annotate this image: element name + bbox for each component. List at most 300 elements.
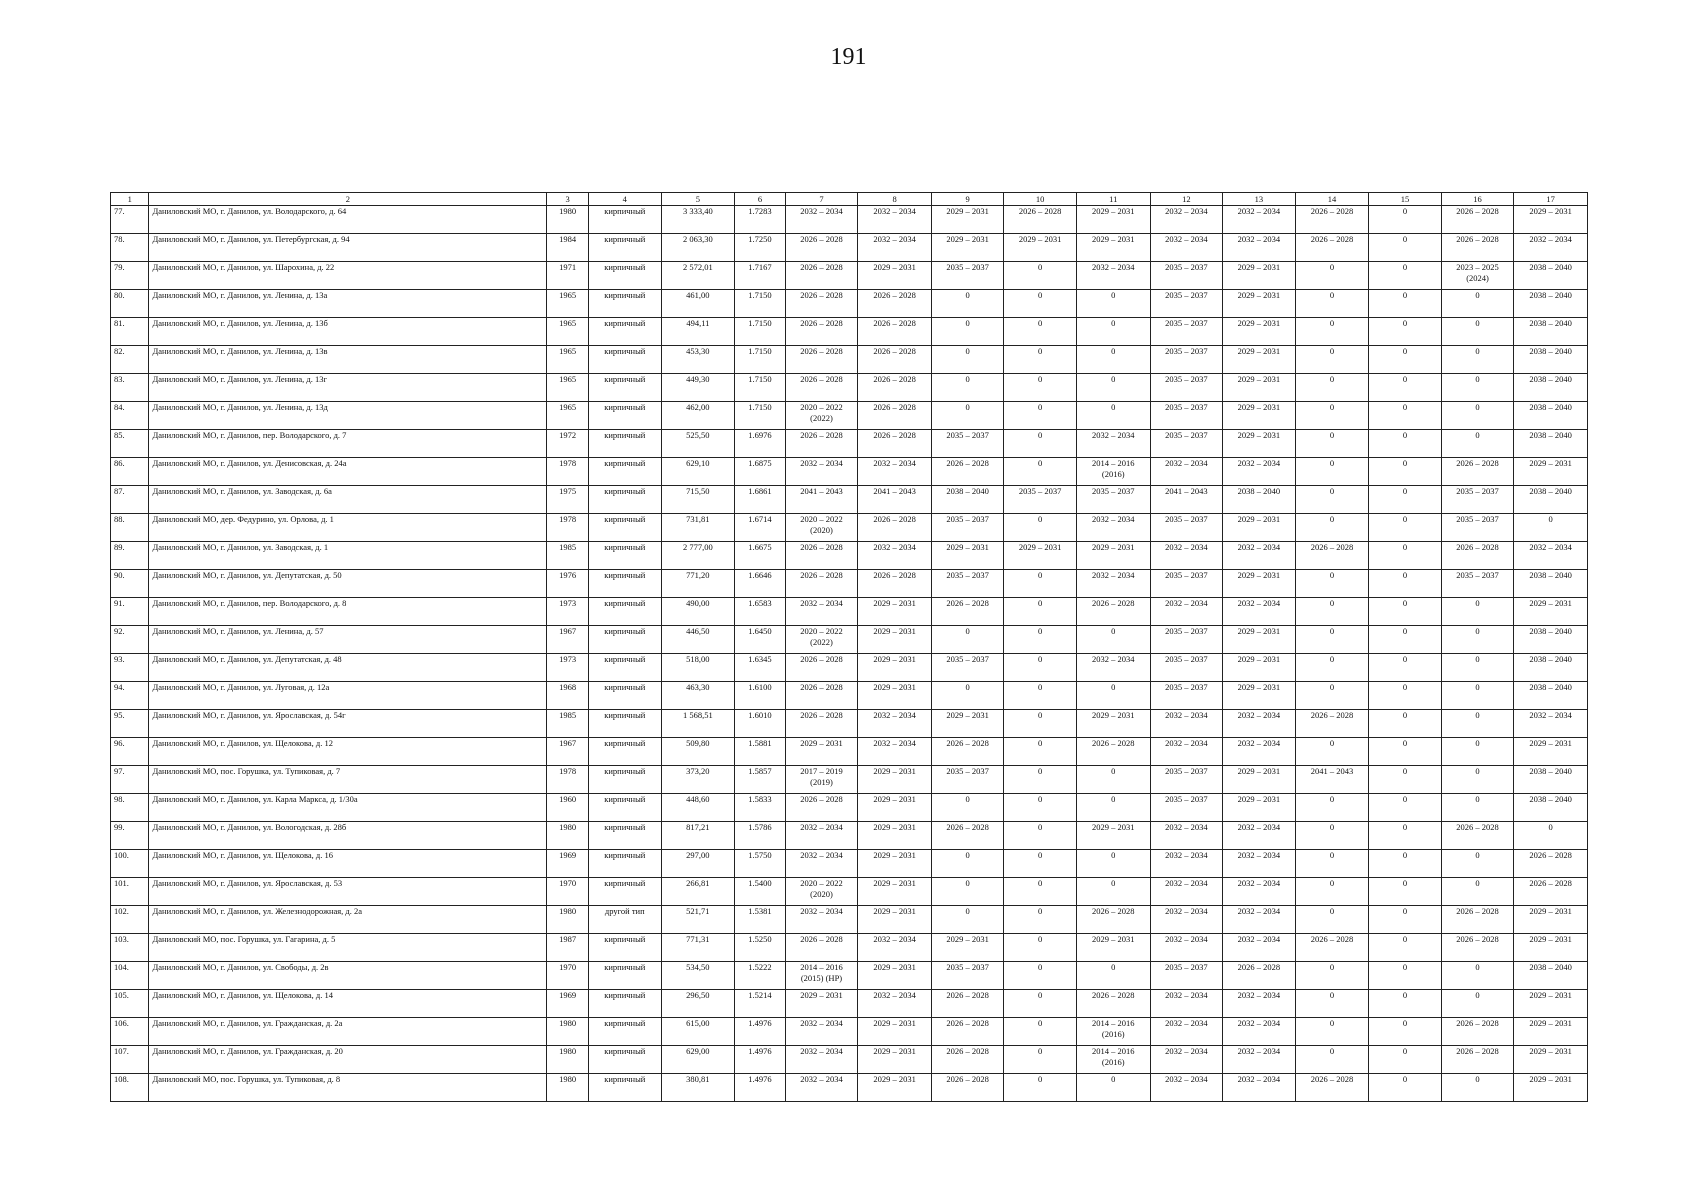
table-cell: 2041 – 2043 (1150, 486, 1223, 514)
table-cell: 0 (1004, 430, 1077, 458)
table-cell: 2038 – 2040 (1514, 374, 1588, 402)
table-cell: 2026 – 2028 (858, 402, 932, 430)
table-cell: 2029 – 2031 (858, 962, 932, 990)
address-cell: Даниловский МО, г. Данилов, ул. Ярославская, д. 53 (149, 878, 547, 906)
table-cell: 0 (1369, 878, 1442, 906)
table-cell: 2026 – 2028 (931, 1018, 1004, 1046)
table-cell: 2 063,30 (661, 234, 735, 262)
table-cell: 0 (1295, 794, 1369, 822)
table-cell: 449,30 (661, 374, 735, 402)
table-cell: 2014 – 2016 (2016) (1076, 458, 1150, 486)
table-row (111, 934, 1588, 962)
column-header: 6 (735, 193, 786, 206)
table-cell: 2026 – 2028 (1514, 850, 1588, 878)
table-cell: 2029 – 2031 (858, 626, 932, 654)
table-cell: 373,20 (661, 766, 735, 794)
table-cell: 2038 – 2040 (1514, 654, 1588, 682)
table-cell: 2026 – 2028 (1076, 990, 1150, 1018)
table-cell: 0 (1369, 290, 1442, 318)
table-cell: 2035 – 2037 (931, 514, 1004, 542)
table-cell: 1.6583 (735, 598, 786, 626)
table-cell: 2032 – 2034 (1150, 234, 1223, 262)
table-cell: 2032 – 2034 (1514, 234, 1588, 262)
column-header: 3 (547, 193, 589, 206)
table-cell: 2029 – 2031 (1076, 822, 1150, 850)
table-row (111, 318, 1588, 346)
table-cell: 2026 – 2028 (785, 710, 858, 738)
address-cell: Даниловский МО, г. Данилов, ул. Вологодская, д. 28б (149, 822, 547, 850)
table-cell: 2032 – 2034 (785, 1074, 858, 1102)
table-cell: 2032 – 2034 (1150, 878, 1223, 906)
table-cell: 0 (1441, 654, 1514, 682)
table-cell: 0 (1369, 1074, 1442, 1102)
table-cell: 0 (931, 682, 1004, 710)
table-cell: 0 (1295, 374, 1369, 402)
column-header: 4 (589, 193, 662, 206)
table-cell: 2029 – 2031 (931, 934, 1004, 962)
table-cell: 1.6861 (735, 486, 786, 514)
table-cell: 0 (1441, 990, 1514, 1018)
table-row (111, 990, 1588, 1018)
table-cell: 0 (1295, 1046, 1369, 1074)
table-cell: 1965 (547, 374, 589, 402)
table-cell: 0 (1441, 1074, 1514, 1102)
table-cell: 2032 – 2034 (785, 458, 858, 486)
address-cell: Даниловский МО, пос. Горушка, ул. Гагарина, д. 5 (149, 934, 547, 962)
table-row (111, 430, 1588, 458)
table-cell: 0 (1369, 402, 1442, 430)
table-cell: кирпичный (589, 878, 662, 906)
table-cell: кирпичный (589, 206, 662, 234)
table-cell: 2026 – 2028 (785, 682, 858, 710)
row-number-cell: 82. (111, 346, 149, 374)
table-cell: 2035 – 2037 (1076, 486, 1150, 514)
table-row (111, 906, 1588, 934)
table-cell: 2029 – 2031 (1223, 374, 1296, 402)
table-cell: кирпичный (589, 934, 662, 962)
table-cell: 0 (1295, 962, 1369, 990)
table-cell: 2029 – 2031 (858, 906, 932, 934)
table-cell: 509,80 (661, 738, 735, 766)
table-cell: 0 (1441, 710, 1514, 738)
table-cell: 1.7150 (735, 374, 786, 402)
table-cell: 1965 (547, 290, 589, 318)
table-cell: 2026 – 2028 (785, 318, 858, 346)
table-cell: 0 (1441, 962, 1514, 990)
table-cell: 2026 – 2028 (1223, 962, 1296, 990)
table-cell: 0 (1295, 486, 1369, 514)
table-cell: 2041 – 2043 (785, 486, 858, 514)
row-number-cell: 85. (111, 430, 149, 458)
row-number-cell: 91. (111, 598, 149, 626)
table-cell: 0 (1441, 850, 1514, 878)
table-cell: 2029 – 2031 (858, 878, 932, 906)
table-cell: 2 572,01 (661, 262, 735, 290)
table-cell: 0 (1441, 402, 1514, 430)
table-cell: 2029 – 2031 (931, 542, 1004, 570)
table-cell: 2029 – 2031 (931, 710, 1004, 738)
table-cell: кирпичный (589, 542, 662, 570)
table-cell: 1.6646 (735, 570, 786, 598)
table-cell: 0 (1369, 486, 1442, 514)
table-cell: 1970 (547, 878, 589, 906)
table-row (111, 822, 1588, 850)
table-cell: 2035 – 2037 (1441, 570, 1514, 598)
table-cell: 2032 – 2034 (1150, 850, 1223, 878)
row-number-cell: 94. (111, 682, 149, 710)
table-cell: 1.5381 (735, 906, 786, 934)
table-cell: 2029 – 2031 (1223, 766, 1296, 794)
table-cell: 2041 – 2043 (858, 486, 932, 514)
table-cell: 0 (1004, 738, 1077, 766)
table-cell: 2035 – 2037 (931, 766, 1004, 794)
table-cell: 2029 – 2031 (1514, 206, 1588, 234)
table-row (111, 878, 1588, 906)
table-cell: 0 (1076, 794, 1150, 822)
table-cell: кирпичный (589, 962, 662, 990)
table-cell: 2029 – 2031 (1514, 1018, 1588, 1046)
address-cell: Даниловский МО, г. Данилов, ул. Железнодорожная, д. 2а (149, 906, 547, 934)
address-cell: Даниловский МО, г. Данилов, ул. Карла Маркса, д. 1/30а (149, 794, 547, 822)
row-number-cell: 89. (111, 542, 149, 570)
table-cell: 2026 – 2028 (931, 458, 1004, 486)
table-cell: 0 (1295, 654, 1369, 682)
table-cell: 2035 – 2037 (1150, 430, 1223, 458)
table-cell: кирпичный (589, 486, 662, 514)
table-cell: кирпичный (589, 710, 662, 738)
table-cell: 0 (1295, 346, 1369, 374)
table-cell: 0 (1076, 290, 1150, 318)
table-cell: 2029 – 2031 (1514, 598, 1588, 626)
table-cell: 0 (1295, 514, 1369, 542)
table-cell: 1984 (547, 234, 589, 262)
table-cell: 2032 – 2034 (1223, 934, 1296, 962)
table-cell: 2032 – 2034 (1223, 1018, 1296, 1046)
page-number: 191 (830, 44, 867, 70)
table-cell: 0 (931, 374, 1004, 402)
table-row (111, 654, 1588, 682)
table-cell: 0 (1004, 822, 1077, 850)
table-cell: 2032 – 2034 (858, 710, 932, 738)
table-cell: 2035 – 2037 (1150, 290, 1223, 318)
table-cell: 2032 – 2034 (858, 542, 932, 570)
table-cell: 0 (1295, 458, 1369, 486)
table-cell: 2029 – 2031 (1223, 346, 1296, 374)
table-cell: 0 (1369, 710, 1442, 738)
table-cell: другой тип (589, 906, 662, 934)
table-cell: 2029 – 2031 (858, 654, 932, 682)
row-number-cell: 77. (111, 206, 149, 234)
table-cell: 1980 (547, 1074, 589, 1102)
table-cell: 0 (1076, 374, 1150, 402)
table-cell: 2026 – 2028 (785, 262, 858, 290)
table-cell: 0 (1441, 626, 1514, 654)
row-number-cell: 83. (111, 374, 149, 402)
table-cell: 1.6450 (735, 626, 786, 654)
table-cell: 0 (1369, 850, 1442, 878)
table-cell: 0 (1369, 822, 1442, 850)
table-row (111, 262, 1588, 290)
table-cell: кирпичный (589, 682, 662, 710)
table-cell: 2026 – 2028 (1076, 598, 1150, 626)
table-cell: 2029 – 2031 (1514, 934, 1588, 962)
table-cell: 0 (1441, 290, 1514, 318)
table-row (111, 290, 1588, 318)
table-cell: 297,00 (661, 850, 735, 878)
table-cell: 2026 – 2028 (785, 346, 858, 374)
table-cell: 1.7167 (735, 262, 786, 290)
table-cell: 2032 – 2034 (1223, 906, 1296, 934)
table-cell: 0 (931, 878, 1004, 906)
table-cell: 2032 – 2034 (1223, 822, 1296, 850)
table-cell: 0 (1076, 962, 1150, 990)
table-cell: 2032 – 2034 (1223, 206, 1296, 234)
table-cell: 2029 – 2031 (1076, 206, 1150, 234)
table-cell: 1.5857 (735, 766, 786, 794)
table-cell: 2029 – 2031 (858, 1018, 932, 1046)
column-header: 12 (1150, 193, 1223, 206)
table-cell: 2026 – 2028 (1295, 934, 1369, 962)
table-cell: 534,50 (661, 962, 735, 990)
table-cell: 0 (1004, 1018, 1077, 1046)
table-cell: 2026 – 2028 (1076, 738, 1150, 766)
table-cell: 1.4976 (735, 1074, 786, 1102)
table-cell: 2032 – 2034 (1076, 262, 1150, 290)
table-cell: кирпичный (589, 1074, 662, 1102)
table-cell: 1.5881 (735, 738, 786, 766)
table-cell: 2032 – 2034 (1150, 906, 1223, 934)
table-cell: 2032 – 2034 (1076, 514, 1150, 542)
address-cell: Даниловский МО, г. Данилов, ул. Заводская, д. 1 (149, 542, 547, 570)
table-cell: 1967 (547, 738, 589, 766)
table-cell: 2035 – 2037 (1441, 486, 1514, 514)
table-cell: 0 (1369, 738, 1442, 766)
table-cell: 462,00 (661, 402, 735, 430)
table-cell: 0 (1295, 1018, 1369, 1046)
table-cell: 2026 – 2028 (1004, 206, 1077, 234)
table-cell: 2038 – 2040 (1223, 486, 1296, 514)
table-cell: 0 (1295, 822, 1369, 850)
column-header: 16 (1441, 193, 1514, 206)
row-number-cell: 86. (111, 458, 149, 486)
table-cell: 0 (1369, 1046, 1442, 1074)
table-cell: 2029 – 2031 (1514, 738, 1588, 766)
table-cell: 0 (1004, 318, 1077, 346)
table-cell: 448,60 (661, 794, 735, 822)
table-cell: 1973 (547, 598, 589, 626)
row-number-cell: 87. (111, 486, 149, 514)
table-cell: 2026 – 2028 (931, 822, 1004, 850)
table-cell: 2029 – 2031 (1223, 626, 1296, 654)
table-cell: 0 (1369, 206, 1442, 234)
table-cell: 446,50 (661, 626, 735, 654)
table-cell: 463,30 (661, 682, 735, 710)
table-cell: 731,81 (661, 514, 735, 542)
table-cell: 2026 – 2028 (1514, 878, 1588, 906)
address-cell: Даниловский МО, г. Данилов, ул. Ленина, д. 13д (149, 402, 547, 430)
table-cell: 1972 (547, 430, 589, 458)
table-cell: 1.7150 (735, 402, 786, 430)
table-cell: 2038 – 2040 (1514, 766, 1588, 794)
table-cell: 2032 – 2034 (1223, 710, 1296, 738)
table-cell: 2035 – 2037 (931, 654, 1004, 682)
table-cell: 2032 – 2034 (1150, 1046, 1223, 1074)
row-number-cell: 98. (111, 794, 149, 822)
row-number-cell: 96. (111, 738, 149, 766)
table-cell: кирпичный (589, 990, 662, 1018)
table-cell: 2032 – 2034 (1223, 990, 1296, 1018)
table-cell: 0 (1076, 402, 1150, 430)
table-cell: 2038 – 2040 (1514, 794, 1588, 822)
table-cell: 0 (1441, 374, 1514, 402)
table-cell: 2032 – 2034 (1223, 1046, 1296, 1074)
table-row (111, 1046, 1588, 1074)
table-cell: 0 (1004, 654, 1077, 682)
table-row (111, 794, 1588, 822)
table-cell: кирпичный (589, 514, 662, 542)
table-cell: 0 (1004, 710, 1077, 738)
table-cell: 2032 – 2034 (785, 822, 858, 850)
table-cell: 0 (1295, 850, 1369, 878)
table-cell: 2032 – 2034 (1150, 598, 1223, 626)
table-cell: 0 (1441, 346, 1514, 374)
table-cell: 0 (1369, 598, 1442, 626)
table-cell: 296,50 (661, 990, 735, 1018)
table-cell: 2026 – 2028 (785, 794, 858, 822)
table-cell: 0 (1004, 794, 1077, 822)
table-cell: 2035 – 2037 (1150, 262, 1223, 290)
table-cell: 0 (1004, 682, 1077, 710)
table-cell: 2029 – 2031 (1076, 542, 1150, 570)
table-cell: кирпичный (589, 402, 662, 430)
table-cell: 2026 – 2028 (1441, 542, 1514, 570)
table-cell: 0 (1295, 990, 1369, 1018)
table-cell: 2026 – 2028 (785, 374, 858, 402)
table-cell: 453,30 (661, 346, 735, 374)
table-cell: 2032 – 2034 (1150, 1018, 1223, 1046)
table-cell: 2032 – 2034 (1223, 1074, 1296, 1102)
table-cell: 2032 – 2034 (1150, 710, 1223, 738)
table-cell: 0 (931, 290, 1004, 318)
table-cell: 0 (1076, 626, 1150, 654)
table-cell: 1985 (547, 542, 589, 570)
table-cell: 0 (1076, 346, 1150, 374)
table-cell: 2035 – 2037 (1150, 682, 1223, 710)
table-cell: 715,50 (661, 486, 735, 514)
table-cell: кирпичный (589, 598, 662, 626)
address-cell: Даниловский МО, г. Данилов, ул. Щелокова, д. 12 (149, 738, 547, 766)
table-cell: 0 (1369, 234, 1442, 262)
table-cell: 2032 – 2034 (858, 206, 932, 234)
table-row (111, 710, 1588, 738)
table-cell: 0 (1441, 766, 1514, 794)
table-cell: 2026 – 2028 (931, 598, 1004, 626)
table-cell: 2032 – 2034 (785, 1046, 858, 1074)
column-number-row (111, 193, 1588, 206)
table-cell: 1.4976 (735, 1018, 786, 1046)
table-cell: 615,00 (661, 1018, 735, 1046)
table-cell: 2032 – 2034 (1223, 738, 1296, 766)
column-header: 5 (661, 193, 735, 206)
table-cell: 2029 – 2031 (1076, 934, 1150, 962)
table-cell: 0 (1369, 682, 1442, 710)
table-cell: 2029 – 2031 (1223, 570, 1296, 598)
table-cell: 0 (931, 850, 1004, 878)
table-cell: 0 (1369, 1018, 1442, 1046)
table-cell: 2029 – 2031 (1223, 262, 1296, 290)
table-row (111, 626, 1588, 654)
table-cell: 518,00 (661, 654, 735, 682)
table-row (111, 850, 1588, 878)
table-cell: 0 (1004, 906, 1077, 934)
row-number-cell: 106. (111, 1018, 149, 1046)
column-header: 14 (1295, 193, 1369, 206)
row-number-cell: 90. (111, 570, 149, 598)
table-row (111, 486, 1588, 514)
table-row (111, 570, 1588, 598)
table-cell: 2032 – 2034 (858, 934, 932, 962)
table-cell: 2017 – 2019 (2019) (785, 766, 858, 794)
address-cell: Даниловский МО, г. Данилов, ул. Петербургская, д. 94 (149, 234, 547, 262)
table-cell: 2035 – 2037 (1150, 514, 1223, 542)
table-cell: 2032 – 2034 (1150, 1074, 1223, 1102)
address-cell: Даниловский МО, г. Данилов, ул. Депутатская, д. 48 (149, 654, 547, 682)
table-cell: 2035 – 2037 (1441, 514, 1514, 542)
table-cell: 0 (1295, 878, 1369, 906)
table-cell: 2026 – 2028 (785, 570, 858, 598)
table-cell: 0 (1369, 794, 1442, 822)
table-cell: 2029 – 2031 (1514, 1074, 1588, 1102)
table-row (111, 206, 1588, 234)
table-cell: 2023 – 2025 (2024) (1441, 262, 1514, 290)
table-cell: 2029 – 2031 (1223, 430, 1296, 458)
table-cell: 2032 – 2034 (1150, 542, 1223, 570)
table-cell: 2032 – 2034 (785, 598, 858, 626)
table-cell: 1969 (547, 850, 589, 878)
table-cell: 2032 – 2034 (1223, 878, 1296, 906)
table-cell: 2026 – 2028 (785, 654, 858, 682)
address-cell: Даниловский МО, г. Данилов, ул. Ленина, д. 13а (149, 290, 547, 318)
table-cell: 2029 – 2031 (1514, 1046, 1588, 1074)
table-cell: 0 (1295, 262, 1369, 290)
table-cell: 0 (1369, 374, 1442, 402)
row-number-cell: 107. (111, 1046, 149, 1074)
table-cell: кирпичный (589, 738, 662, 766)
table-cell: 0 (1004, 514, 1077, 542)
table-cell: 0 (1004, 290, 1077, 318)
table-cell: 2026 – 2028 (931, 738, 1004, 766)
row-number-cell: 100. (111, 850, 149, 878)
column-header: 17 (1514, 193, 1588, 206)
table-cell: 1967 (547, 626, 589, 654)
table-cell: 0 (1441, 682, 1514, 710)
table-cell: 0 (1369, 766, 1442, 794)
table-cell: 0 (1004, 878, 1077, 906)
table-cell: 0 (1369, 570, 1442, 598)
table-cell: 0 (1004, 1074, 1077, 1102)
table-cell: 2032 – 2034 (1150, 206, 1223, 234)
table-cell: 2032 – 2034 (1223, 542, 1296, 570)
table-cell: 2035 – 2037 (1150, 794, 1223, 822)
table-cell: 0 (1514, 514, 1588, 542)
table-cell: 2035 – 2037 (931, 962, 1004, 990)
table-cell: 2026 – 2028 (1295, 1074, 1369, 1102)
row-number-cell: 99. (111, 822, 149, 850)
table-cell: 1980 (547, 822, 589, 850)
table-cell: 2035 – 2037 (1150, 318, 1223, 346)
table-cell: 0 (1295, 430, 1369, 458)
row-number-cell: 97. (111, 766, 149, 794)
